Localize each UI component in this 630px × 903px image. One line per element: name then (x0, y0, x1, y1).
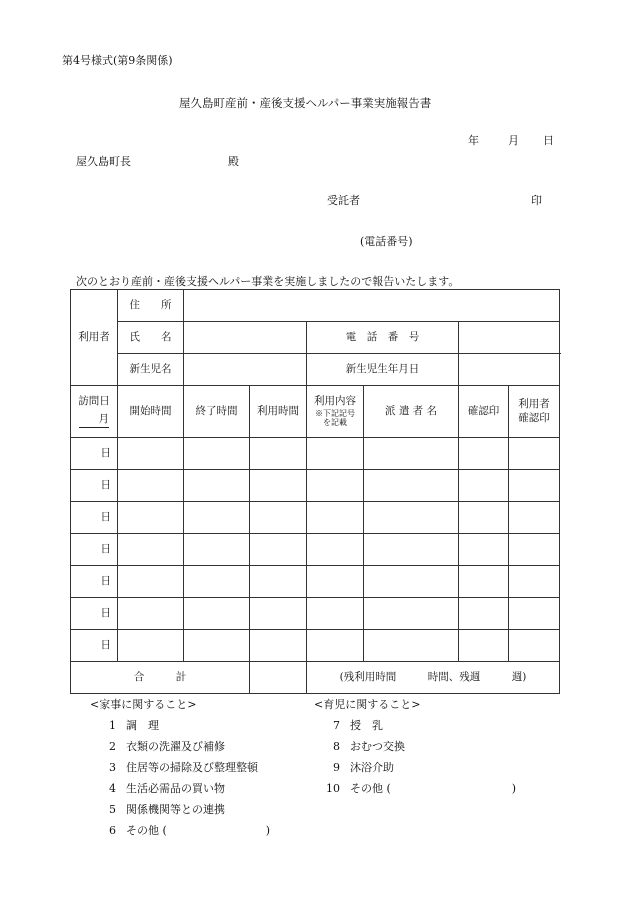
usage-content-cell[interactable] (307, 598, 364, 630)
childcare-header: <育児に関すること> (314, 698, 421, 711)
phone-field[interactable] (459, 322, 560, 354)
usage-time-cell[interactable] (250, 534, 307, 566)
item-label: 衣類の洗濯及び補修 (126, 740, 225, 753)
user-confirm-cell[interactable] (509, 566, 560, 598)
usage-content-cell[interactable] (307, 534, 364, 566)
dispatcher-cell[interactable] (364, 438, 459, 470)
confirm-cell[interactable] (459, 566, 509, 598)
start-cell[interactable] (118, 566, 184, 598)
item-label: 関係機関等との連携 (126, 803, 225, 816)
item-number: 4 (109, 782, 116, 795)
list-item (90, 736, 270, 757)
name-label: 氏 名 (118, 322, 184, 354)
newborn-dob-label: 新生児生年月日 (307, 354, 459, 386)
usage-time-cell[interactable] (250, 438, 307, 470)
end-cell[interactable] (184, 502, 250, 534)
date-day: 日 (543, 134, 554, 147)
list-item (90, 715, 270, 736)
usage-content-cell[interactable] (307, 470, 364, 502)
user-confirm-cell[interactable] (509, 534, 560, 566)
item-label: 調 理 (126, 719, 159, 732)
col-usage-note-2: を記載 (323, 418, 347, 428)
seal-mark: 印 (531, 194, 542, 207)
usage-content-cell[interactable] (307, 438, 364, 470)
newborn-name-field[interactable] (184, 354, 307, 386)
total-label: 合 計 (71, 662, 250, 694)
col-end-time: 終了時間 (184, 386, 250, 438)
start-cell[interactable] (118, 534, 184, 566)
col-user-confirm-line2: 確認印 (518, 411, 550, 424)
dispatcher-cell[interactable] (364, 630, 459, 662)
address-field[interactable] (184, 290, 560, 322)
col-usage-content (307, 386, 364, 438)
day-cell: 日 (71, 502, 118, 534)
confirm-cell[interactable] (459, 470, 509, 502)
item-label: おむつ交換 (350, 740, 405, 753)
date-month: 月 (508, 134, 519, 147)
housework-header: <家事に関すること> (90, 698, 197, 711)
table-row (71, 470, 560, 502)
confirm-cell[interactable] (459, 534, 509, 566)
list-item (90, 799, 270, 820)
day-cell: 日 (71, 630, 118, 662)
col-user-confirm (509, 386, 560, 438)
confirm-cell[interactable] (459, 630, 509, 662)
newborn-row (71, 354, 560, 386)
end-cell[interactable] (184, 598, 250, 630)
usage-time-cell[interactable] (250, 566, 307, 598)
header-row (71, 386, 560, 438)
name-row (71, 322, 560, 354)
item-number: 1 (109, 719, 116, 732)
item-number: 8 (333, 740, 340, 753)
list-item (314, 715, 516, 736)
confirm-cell[interactable] (459, 438, 509, 470)
usage-content-cell[interactable] (307, 502, 364, 534)
confirm-cell[interactable] (459, 502, 509, 534)
usage-content-cell[interactable] (307, 566, 364, 598)
list-item (314, 736, 516, 757)
col-start-time: 開始時間 (118, 386, 184, 438)
table-row (71, 502, 560, 534)
start-cell[interactable] (118, 502, 184, 534)
end-cell[interactable] (184, 566, 250, 598)
report-table (70, 289, 560, 694)
day-cell: 日 (71, 598, 118, 630)
end-cell[interactable] (184, 534, 250, 566)
total-row (71, 662, 560, 694)
dispatcher-cell[interactable] (364, 566, 459, 598)
item-number: 7 (333, 719, 340, 732)
usage-time-cell[interactable] (250, 630, 307, 662)
addressee-name: 屋久島町長 (76, 155, 131, 168)
col-usage-time: 利用時間 (250, 386, 307, 438)
phone-number-label: (電話番号) (360, 235, 413, 248)
col-visit-month: 月 (79, 413, 109, 428)
usage-content-cell[interactable] (307, 630, 364, 662)
user-confirm-cell[interactable] (509, 438, 560, 470)
col-usage-content-label: 利用内容 (314, 395, 356, 408)
start-cell[interactable] (118, 438, 184, 470)
end-cell[interactable] (184, 438, 250, 470)
col-visit-date-label: 訪問日 (78, 395, 110, 408)
dispatcher-cell[interactable] (364, 534, 459, 566)
user-confirm-cell[interactable] (509, 502, 560, 534)
day-cell: 日 (71, 534, 118, 566)
col-usage-note-1: ※下記記号 (315, 408, 355, 418)
col-user-confirm-line1: 利用者 (518, 397, 550, 410)
end-cell[interactable] (184, 470, 250, 502)
total-value-cell[interactable] (250, 662, 307, 694)
item-label: その他 ( ) (126, 824, 271, 837)
address-row (71, 290, 560, 322)
table-row (71, 438, 560, 470)
list-item (90, 820, 270, 841)
list-item (90, 778, 270, 799)
phone-label: 電 話 番 号 (307, 322, 459, 354)
item-label: その他 ( ) (350, 782, 517, 795)
item-number: 9 (333, 761, 340, 774)
usage-time-cell[interactable] (250, 470, 307, 502)
table-row (71, 630, 560, 662)
item-label: 授 乳 (350, 719, 383, 732)
item-label: 生活必需品の買い物 (126, 782, 225, 795)
housework-legend (90, 694, 270, 841)
table-row (71, 534, 560, 566)
dispatcher-cell[interactable] (364, 502, 459, 534)
list-item (314, 778, 516, 799)
newborn-dob-field[interactable] (459, 354, 560, 386)
visit-rows (71, 438, 560, 662)
day-cell: 日 (71, 566, 118, 598)
item-number: 2 (109, 740, 116, 753)
usage-time-cell[interactable] (250, 598, 307, 630)
col-dispatcher: 派 遣 者 名 (364, 386, 459, 438)
user-label: 利用者 (71, 290, 118, 386)
item-number: 5 (109, 803, 116, 816)
date-year: 年 (468, 134, 479, 147)
form-number: 第4号様式(第9条関係) (62, 54, 173, 67)
table-row (71, 598, 560, 630)
user-confirm-cell[interactable] (509, 470, 560, 502)
usage-time-cell[interactable] (250, 502, 307, 534)
addressee-honorific: 殿 (228, 155, 239, 168)
document-title: 屋久島町産前・産後支援ヘルパー事業実施報告書 (179, 96, 432, 110)
item-label: 住居等の掃除及び整理整頓 (126, 761, 258, 774)
user-confirm-cell[interactable] (509, 598, 560, 630)
dispatcher-cell[interactable] (364, 470, 459, 502)
confirm-cell[interactable] (459, 598, 509, 630)
start-cell[interactable] (118, 630, 184, 662)
end-cell[interactable] (184, 630, 250, 662)
contractor-label: 受託者 (327, 194, 360, 207)
table-row (71, 566, 560, 598)
col-confirm: 確認印 (459, 386, 509, 438)
day-cell: 日 (71, 470, 118, 502)
start-cell[interactable] (118, 470, 184, 502)
start-cell[interactable] (118, 598, 184, 630)
remaining-time-text: (残利用時間 時間、残週 週) (307, 662, 560, 694)
item-label: 沐浴介助 (350, 761, 394, 774)
item-number: 3 (109, 761, 116, 774)
newborn-name-label: 新生児名 (118, 354, 184, 386)
user-confirm-cell[interactable] (509, 630, 560, 662)
list-item (314, 757, 516, 778)
list-item (90, 757, 270, 778)
address-label: 住 所 (118, 290, 184, 322)
item-number: 6 (109, 824, 116, 837)
name-field[interactable] (184, 322, 307, 354)
dispatcher-cell[interactable] (364, 598, 459, 630)
item-number: 10 (326, 782, 340, 795)
day-cell: 日 (71, 438, 118, 470)
childcare-legend (314, 694, 516, 799)
col-visit-date (71, 386, 118, 438)
intro-text: 次のとおり産前・産後支援ヘルパー事業を実施しましたので報告いたします。 (76, 275, 460, 288)
